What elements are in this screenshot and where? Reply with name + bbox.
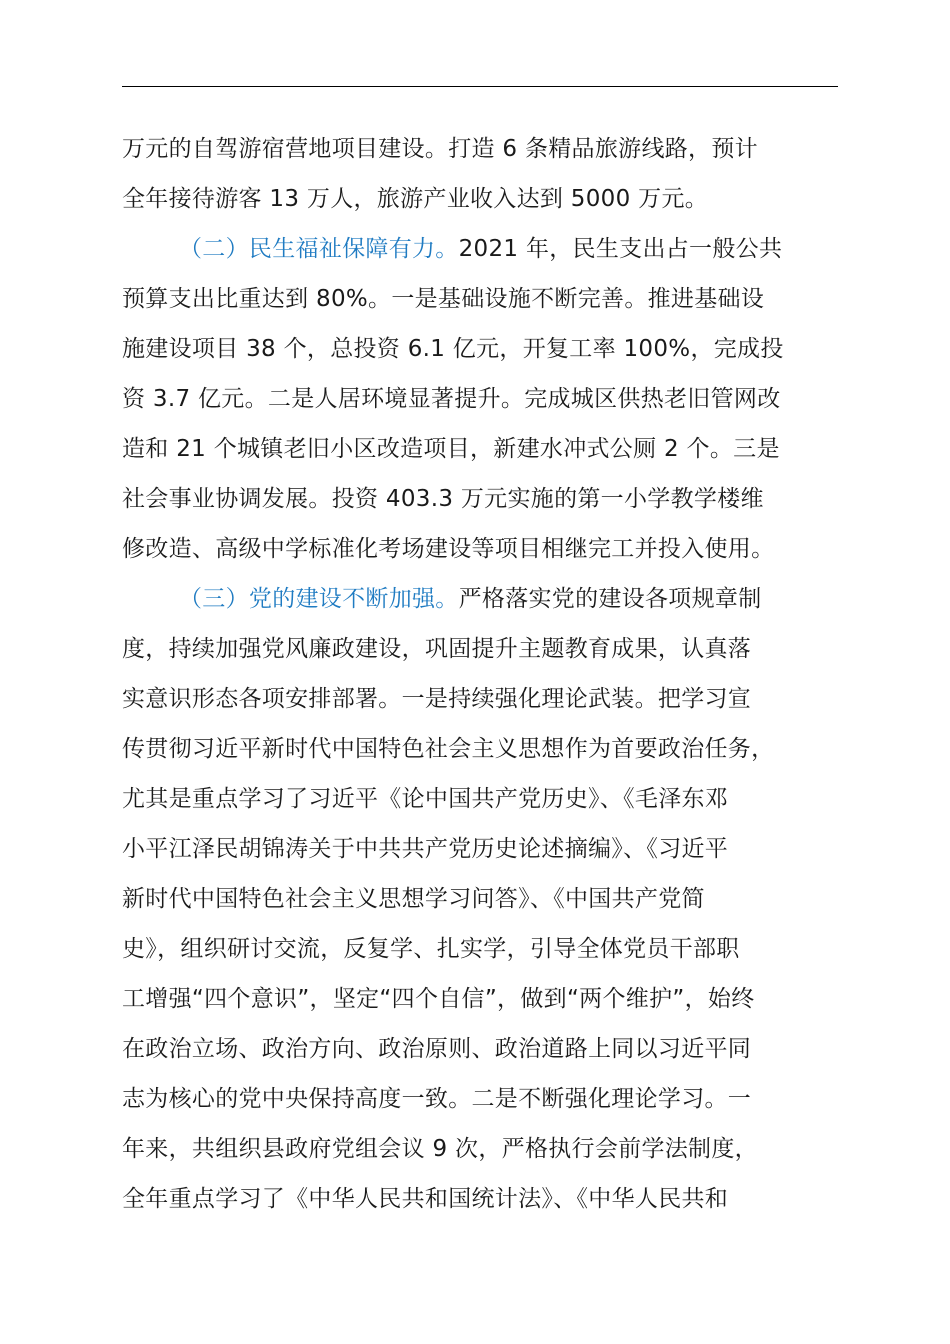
body-line: 施建设项目 38 个，总投资 6.1 亿元，开复工率 100%，完成投 bbox=[122, 336, 784, 362]
document-body bbox=[122, 124, 838, 1224]
body-line: 全年接待游客 13 万人，旅游产业收入达到 5000 万元。 bbox=[122, 186, 709, 212]
body-line: 年来，共组织县政府党组会议 9 次，严格执行会前学法制度， bbox=[122, 1136, 758, 1162]
body-line: 万元的自驾游宿营地项目建设。打造 6 条精品旅游线路，预计 bbox=[122, 136, 758, 162]
paragraph-start-line: （二）民生福祉保障有力。2021 年，民生支出占一般公共 bbox=[179, 236, 783, 262]
body-line: 社会事业协调发展。投资 403.3 万元实施的第一小学教学楼维 bbox=[122, 486, 764, 512]
body-line: 史》，组织研讨交流，反复学、扎实学，引导全体党员干部职 bbox=[122, 936, 740, 962]
body-line: 度，持续加强党风廉政建设，巩固提升主题教育成果，认真落 bbox=[122, 636, 752, 662]
paragraph-start-line: （三）党的建设不断加强。严格落实党的建设各项规章制 bbox=[179, 586, 762, 612]
section-heading: （二）民生福祉保障有力。 bbox=[179, 236, 459, 262]
body-line: 实意识形态各项安排部署。一是持续强化理论武装。把学习宣 bbox=[122, 686, 752, 712]
body-line: 工增强“四个意识”，坚定“四个自信”，做到“两个维护”，始终 bbox=[122, 986, 755, 1012]
body-line: 修改造、高级中学标准化考场建设等项目相继完工并投入使用。 bbox=[122, 536, 775, 562]
body-line: 传贯彻习近平新时代中国特色社会主义思想作为首要政治任务， bbox=[122, 736, 775, 762]
body-line: 尤其是重点学习了习近平《论中国共产党历史》、《毛泽东邓 bbox=[122, 786, 729, 812]
header-rule bbox=[122, 86, 838, 87]
body-line: 新时代中国特色社会主义思想学习问答》、《中国共产党简 bbox=[122, 886, 705, 912]
body-line: 小平江泽民胡锦涛关于中共共产党历史论述摘编》、《习近平 bbox=[122, 836, 729, 862]
section-heading: （三）党的建设不断加强。 bbox=[179, 586, 459, 612]
body-line: 资 3.7 亿元。二是人居环境显著提升。完成城区供热老旧管网改 bbox=[122, 386, 781, 412]
body-line: 全年重点学习了《中华人民共和国统计法》、《中华人民共和 bbox=[122, 1186, 729, 1212]
body-line: 预算支出比重达到 80%。一是基础设施不断完善。推进基础设 bbox=[122, 286, 765, 312]
body-line: 在政治立场、政治方向、政治原则、政治道路上同以习近平同 bbox=[122, 1036, 752, 1062]
body-line: 志为核心的党中央保持高度一致。二是不断强化理论学习。一 bbox=[122, 1086, 752, 1112]
body-line: 造和 21 个城镇老旧小区改造项目，新建水冲式公厕 2 个。三是 bbox=[122, 436, 780, 462]
